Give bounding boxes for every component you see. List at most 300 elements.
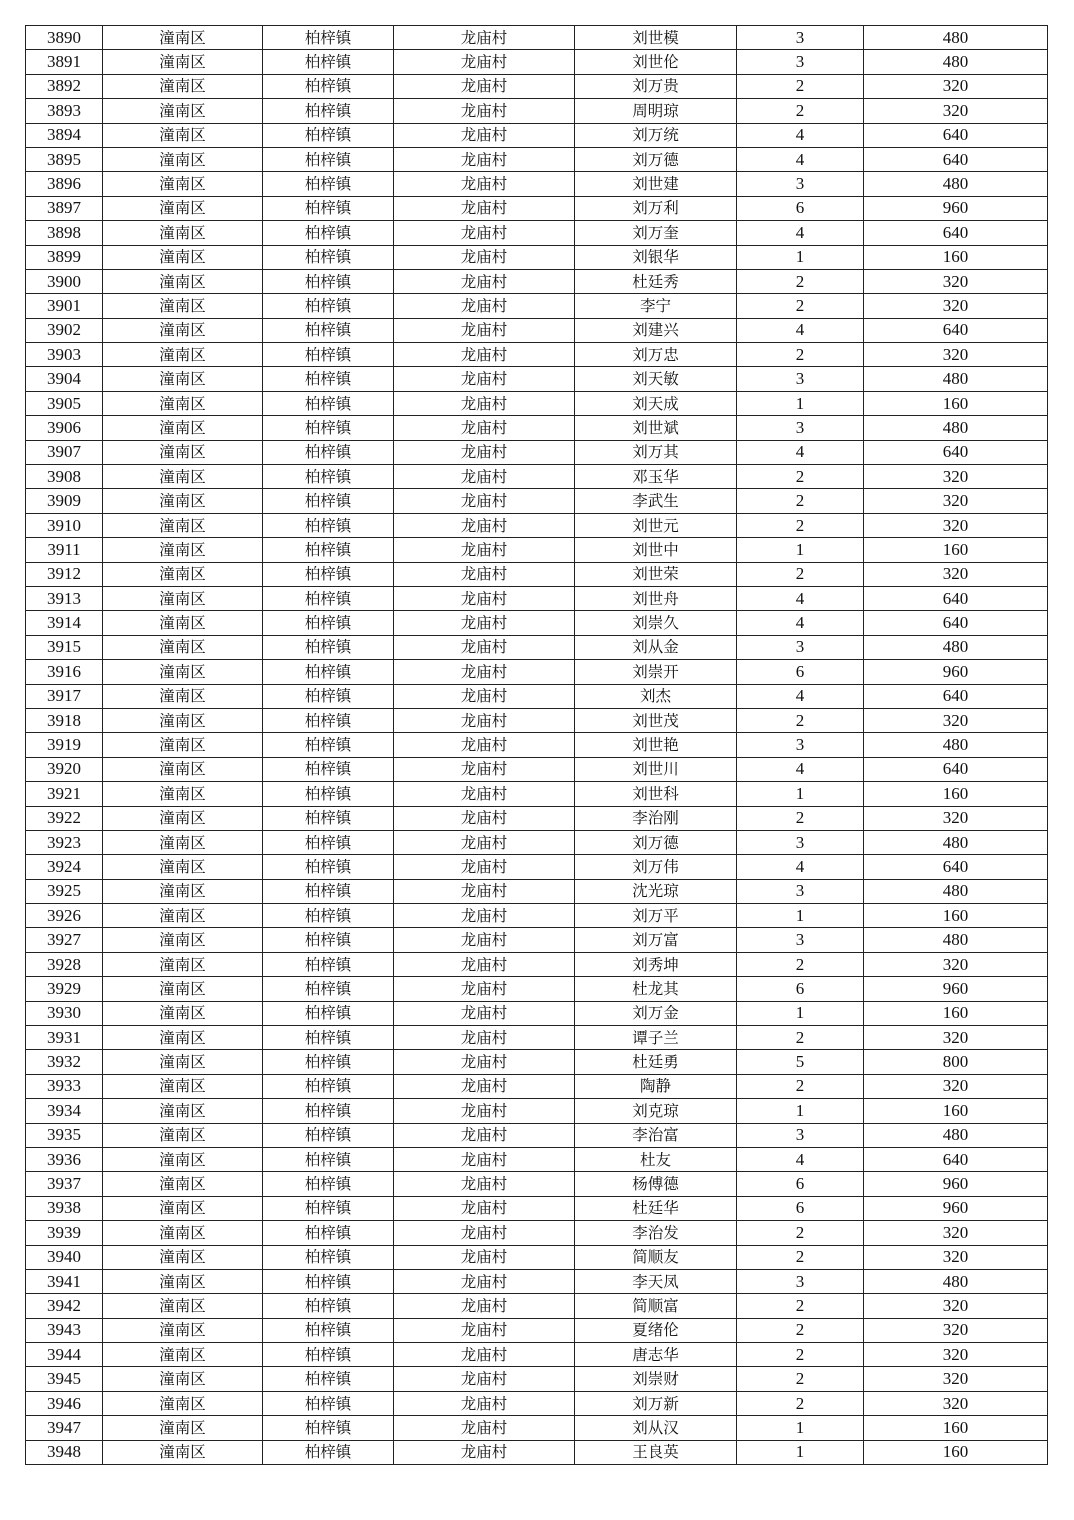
amount-cell: 160	[864, 1440, 1048, 1464]
table-row	[26, 221, 1048, 245]
village-cell: 龙庙村	[394, 660, 575, 684]
people-count-cell: 4	[737, 123, 864, 147]
row-number-cell: 3939	[26, 1221, 103, 1245]
amount-cell: 640	[864, 855, 1048, 879]
town-cell: 柏梓镇	[263, 269, 394, 293]
town-cell: 柏梓镇	[263, 221, 394, 245]
town-cell: 柏梓镇	[263, 635, 394, 659]
table-row	[26, 806, 1048, 830]
village-cell: 龙庙村	[394, 904, 575, 928]
village-cell: 龙庙村	[394, 1343, 575, 1367]
row-number-cell: 3943	[26, 1318, 103, 1342]
district-cell: 潼南区	[103, 1367, 263, 1391]
table-row	[26, 904, 1048, 928]
district-cell: 潼南区	[103, 196, 263, 220]
amount-cell: 320	[864, 1026, 1048, 1050]
town-cell: 柏梓镇	[263, 294, 394, 318]
row-number-cell: 3905	[26, 391, 103, 415]
name-cell: 刘崇财	[575, 1367, 737, 1391]
amount-cell: 320	[864, 99, 1048, 123]
row-number-cell: 3918	[26, 708, 103, 732]
village-cell: 龙庙村	[394, 1147, 575, 1171]
table-row	[26, 757, 1048, 781]
row-number-cell: 3912	[26, 562, 103, 586]
name-cell: 刘世中	[575, 538, 737, 562]
table-row	[26, 74, 1048, 98]
people-count-cell: 2	[737, 1343, 864, 1367]
people-count-cell: 1	[737, 1416, 864, 1440]
district-cell: 潼南区	[103, 757, 263, 781]
district-cell: 潼南区	[103, 172, 263, 196]
amount-cell: 640	[864, 221, 1048, 245]
district-cell: 潼南区	[103, 562, 263, 586]
table-row	[26, 733, 1048, 757]
row-number-cell: 3907	[26, 440, 103, 464]
town-cell: 柏梓镇	[263, 147, 394, 171]
people-count-cell: 2	[737, 1245, 864, 1269]
people-count-cell: 2	[737, 465, 864, 489]
town-cell: 柏梓镇	[263, 343, 394, 367]
town-cell: 柏梓镇	[263, 99, 394, 123]
town-cell: 柏梓镇	[263, 1440, 394, 1464]
amount-cell: 480	[864, 26, 1048, 50]
district-cell: 潼南区	[103, 782, 263, 806]
district-cell: 潼南区	[103, 611, 263, 635]
name-cell: 刘天成	[575, 391, 737, 415]
district-cell: 潼南区	[103, 489, 263, 513]
name-cell: 刘万其	[575, 440, 737, 464]
town-cell: 柏梓镇	[263, 1294, 394, 1318]
name-cell: 刘万伟	[575, 855, 737, 879]
people-count-cell: 4	[737, 855, 864, 879]
people-count-cell: 1	[737, 1440, 864, 1464]
name-cell: 刘万平	[575, 904, 737, 928]
row-number-cell: 3923	[26, 830, 103, 854]
table-row	[26, 1269, 1048, 1293]
amount-cell: 480	[864, 50, 1048, 74]
amount-cell: 640	[864, 440, 1048, 464]
name-cell: 杜廷秀	[575, 269, 737, 293]
village-cell: 龙庙村	[394, 977, 575, 1001]
table-row	[26, 50, 1048, 74]
row-number-cell: 3936	[26, 1147, 103, 1171]
people-count-cell: 4	[737, 147, 864, 171]
district-cell: 潼南区	[103, 977, 263, 1001]
amount-cell: 320	[864, 1245, 1048, 1269]
table-row	[26, 538, 1048, 562]
name-cell: 李宁	[575, 294, 737, 318]
table-row	[26, 1343, 1048, 1367]
district-cell: 潼南区	[103, 1099, 263, 1123]
village-cell: 龙庙村	[394, 1221, 575, 1245]
people-count-cell: 1	[737, 782, 864, 806]
village-cell: 龙庙村	[394, 416, 575, 440]
name-cell: 邓玉华	[575, 465, 737, 489]
amount-cell: 320	[864, 708, 1048, 732]
district-cell: 潼南区	[103, 294, 263, 318]
people-count-cell: 2	[737, 708, 864, 732]
district-cell: 潼南区	[103, 1343, 263, 1367]
village-cell: 龙庙村	[394, 1367, 575, 1391]
people-count-cell: 2	[737, 269, 864, 293]
amount-cell: 480	[864, 172, 1048, 196]
town-cell: 柏梓镇	[263, 586, 394, 610]
table-row	[26, 465, 1048, 489]
district-cell: 潼南区	[103, 1245, 263, 1269]
district-cell: 潼南区	[103, 635, 263, 659]
name-cell: 李治发	[575, 1221, 737, 1245]
town-cell: 柏梓镇	[263, 1391, 394, 1415]
district-cell: 潼南区	[103, 1050, 263, 1074]
people-count-cell: 2	[737, 1026, 864, 1050]
table-row	[26, 26, 1048, 50]
people-count-cell: 1	[737, 538, 864, 562]
people-count-cell: 1	[737, 904, 864, 928]
town-cell: 柏梓镇	[263, 1269, 394, 1293]
town-cell: 柏梓镇	[263, 879, 394, 903]
people-count-cell: 2	[737, 1318, 864, 1342]
town-cell: 柏梓镇	[263, 806, 394, 830]
village-cell: 龙庙村	[394, 74, 575, 98]
people-count-cell: 3	[737, 733, 864, 757]
amount-cell: 320	[864, 952, 1048, 976]
village-cell: 龙庙村	[394, 1391, 575, 1415]
village-cell: 龙庙村	[394, 1196, 575, 1220]
amount-cell: 480	[864, 1269, 1048, 1293]
town-cell: 柏梓镇	[263, 1050, 394, 1074]
town-cell: 柏梓镇	[263, 489, 394, 513]
town-cell: 柏梓镇	[263, 1245, 394, 1269]
people-count-cell: 2	[737, 1391, 864, 1415]
village-cell: 龙庙村	[394, 1269, 575, 1293]
amount-cell: 800	[864, 1050, 1048, 1074]
table-row	[26, 1416, 1048, 1440]
district-cell: 潼南区	[103, 50, 263, 74]
district-cell: 潼南区	[103, 928, 263, 952]
name-cell: 刘万德	[575, 830, 737, 854]
row-number-cell: 3941	[26, 1269, 103, 1293]
row-number-cell: 3911	[26, 538, 103, 562]
amount-cell: 480	[864, 733, 1048, 757]
village-cell: 龙庙村	[394, 1123, 575, 1147]
table-row	[26, 1123, 1048, 1147]
village-cell: 龙庙村	[394, 99, 575, 123]
table-row	[26, 684, 1048, 708]
village-cell: 龙庙村	[394, 1050, 575, 1074]
table-row	[26, 294, 1048, 318]
row-number-cell: 3916	[26, 660, 103, 684]
row-number-cell: 3910	[26, 513, 103, 537]
row-number-cell: 3946	[26, 1391, 103, 1415]
village-cell: 龙庙村	[394, 635, 575, 659]
row-number-cell: 3940	[26, 1245, 103, 1269]
table-row	[26, 928, 1048, 952]
amount-cell: 640	[864, 586, 1048, 610]
name-cell: 刘世斌	[575, 416, 737, 440]
district-cell: 潼南区	[103, 1026, 263, 1050]
people-count-cell: 4	[737, 221, 864, 245]
village-cell: 龙庙村	[394, 513, 575, 537]
amount-cell: 160	[864, 1001, 1048, 1025]
district-cell: 潼南区	[103, 1221, 263, 1245]
town-cell: 柏梓镇	[263, 1001, 394, 1025]
village-cell: 龙庙村	[394, 1074, 575, 1098]
district-cell: 潼南区	[103, 1147, 263, 1171]
people-count-cell: 1	[737, 245, 864, 269]
name-cell: 刘万利	[575, 196, 737, 220]
table-row	[26, 196, 1048, 220]
name-cell: 刘克琼	[575, 1099, 737, 1123]
table-row	[26, 660, 1048, 684]
people-count-cell: 1	[737, 391, 864, 415]
row-number-cell: 3896	[26, 172, 103, 196]
name-cell: 周明琼	[575, 99, 737, 123]
people-count-cell: 1	[737, 1099, 864, 1123]
amount-cell: 160	[864, 391, 1048, 415]
district-cell: 潼南区	[103, 1269, 263, 1293]
village-cell: 龙庙村	[394, 294, 575, 318]
amount-cell: 320	[864, 1343, 1048, 1367]
district-cell: 潼南区	[103, 586, 263, 610]
amount-cell: 960	[864, 196, 1048, 220]
name-cell: 刘万富	[575, 928, 737, 952]
table-row	[26, 1026, 1048, 1050]
village-cell: 龙庙村	[394, 196, 575, 220]
village-cell: 龙庙村	[394, 806, 575, 830]
table-row	[26, 269, 1048, 293]
name-cell: 简顺富	[575, 1294, 737, 1318]
table-row	[26, 1147, 1048, 1171]
table-row	[26, 489, 1048, 513]
town-cell: 柏梓镇	[263, 1196, 394, 1220]
amount-cell: 480	[864, 635, 1048, 659]
town-cell: 柏梓镇	[263, 977, 394, 1001]
amount-cell: 960	[864, 660, 1048, 684]
row-number-cell: 3892	[26, 74, 103, 98]
amount-cell: 320	[864, 343, 1048, 367]
table-row	[26, 147, 1048, 171]
table-row	[26, 391, 1048, 415]
amount-cell: 480	[864, 879, 1048, 903]
name-cell: 刘世建	[575, 172, 737, 196]
district-cell: 潼南区	[103, 99, 263, 123]
people-count-cell: 2	[737, 74, 864, 98]
people-count-cell: 2	[737, 489, 864, 513]
people-count-cell: 3	[737, 928, 864, 952]
table-row	[26, 1318, 1048, 1342]
row-number-cell: 3925	[26, 879, 103, 903]
people-count-cell: 4	[737, 757, 864, 781]
row-number-cell: 3930	[26, 1001, 103, 1025]
district-cell: 潼南区	[103, 1440, 263, 1464]
district-cell: 潼南区	[103, 904, 263, 928]
people-count-cell: 6	[737, 1196, 864, 1220]
town-cell: 柏梓镇	[263, 1343, 394, 1367]
name-cell: 李治富	[575, 1123, 737, 1147]
district-cell: 潼南区	[103, 1001, 263, 1025]
name-cell: 夏绪伦	[575, 1318, 737, 1342]
district-cell: 潼南区	[103, 1123, 263, 1147]
row-number-cell: 3927	[26, 928, 103, 952]
name-cell: 杜廷华	[575, 1196, 737, 1220]
village-cell: 龙庙村	[394, 1001, 575, 1025]
row-number-cell: 3893	[26, 99, 103, 123]
district-cell: 潼南区	[103, 879, 263, 903]
town-cell: 柏梓镇	[263, 172, 394, 196]
village-cell: 龙庙村	[394, 1318, 575, 1342]
name-cell: 王良英	[575, 1440, 737, 1464]
town-cell: 柏梓镇	[263, 74, 394, 98]
village-cell: 龙庙村	[394, 1294, 575, 1318]
row-number-cell: 3929	[26, 977, 103, 1001]
row-number-cell: 3897	[26, 196, 103, 220]
district-cell: 潼南区	[103, 1318, 263, 1342]
table-row	[26, 1099, 1048, 1123]
people-count-cell: 2	[737, 1367, 864, 1391]
town-cell: 柏梓镇	[263, 660, 394, 684]
row-number-cell: 3898	[26, 221, 103, 245]
village-cell: 龙庙村	[394, 465, 575, 489]
name-cell: 杜廷勇	[575, 1050, 737, 1074]
name-cell: 刘万忠	[575, 343, 737, 367]
name-cell: 刘世科	[575, 782, 737, 806]
row-number-cell: 3914	[26, 611, 103, 635]
people-count-cell: 3	[737, 367, 864, 391]
people-count-cell: 2	[737, 343, 864, 367]
subsidy-table	[25, 25, 1048, 1465]
village-cell: 龙庙村	[394, 879, 575, 903]
people-count-cell: 4	[737, 586, 864, 610]
town-cell: 柏梓镇	[263, 440, 394, 464]
amount-cell: 320	[864, 465, 1048, 489]
amount-cell: 480	[864, 830, 1048, 854]
row-number-cell: 3906	[26, 416, 103, 440]
people-count-cell: 3	[737, 1269, 864, 1293]
people-count-cell: 3	[737, 50, 864, 74]
town-cell: 柏梓镇	[263, 1221, 394, 1245]
amount-cell: 640	[864, 684, 1048, 708]
amount-cell: 640	[864, 147, 1048, 171]
name-cell: 唐志华	[575, 1343, 737, 1367]
district-cell: 潼南区	[103, 708, 263, 732]
row-number-cell: 3890	[26, 26, 103, 50]
village-cell: 龙庙村	[394, 147, 575, 171]
district-cell: 潼南区	[103, 269, 263, 293]
village-cell: 龙庙村	[394, 538, 575, 562]
people-count-cell: 3	[737, 172, 864, 196]
table-row	[26, 440, 1048, 464]
village-cell: 龙庙村	[394, 440, 575, 464]
row-number-cell: 3924	[26, 855, 103, 879]
village-cell: 龙庙村	[394, 1416, 575, 1440]
town-cell: 柏梓镇	[263, 855, 394, 879]
row-number-cell: 3899	[26, 245, 103, 269]
town-cell: 柏梓镇	[263, 1074, 394, 1098]
town-cell: 柏梓镇	[263, 904, 394, 928]
district-cell: 潼南区	[103, 1416, 263, 1440]
people-count-cell: 3	[737, 879, 864, 903]
district-cell: 潼南区	[103, 513, 263, 537]
table-row	[26, 416, 1048, 440]
town-cell: 柏梓镇	[263, 318, 394, 342]
amount-cell: 320	[864, 806, 1048, 830]
amount-cell: 320	[864, 1367, 1048, 1391]
name-cell: 刘崇久	[575, 611, 737, 635]
table-row	[26, 1440, 1048, 1464]
row-number-cell: 3926	[26, 904, 103, 928]
table-row	[26, 245, 1048, 269]
table-row	[26, 513, 1048, 537]
district-cell: 潼南区	[103, 221, 263, 245]
village-cell: 龙庙村	[394, 343, 575, 367]
name-cell: 刘建兴	[575, 318, 737, 342]
table-row	[26, 562, 1048, 586]
table-row	[26, 879, 1048, 903]
name-cell: 刘世茂	[575, 708, 737, 732]
town-cell: 柏梓镇	[263, 684, 394, 708]
amount-cell: 640	[864, 123, 1048, 147]
amount-cell: 480	[864, 1123, 1048, 1147]
village-cell: 龙庙村	[394, 757, 575, 781]
town-cell: 柏梓镇	[263, 50, 394, 74]
amount-cell: 320	[864, 1391, 1048, 1415]
table-row	[26, 952, 1048, 976]
row-number-cell: 3902	[26, 318, 103, 342]
district-cell: 潼南区	[103, 733, 263, 757]
town-cell: 柏梓镇	[263, 1367, 394, 1391]
amount-cell: 480	[864, 367, 1048, 391]
town-cell: 柏梓镇	[263, 782, 394, 806]
village-cell: 龙庙村	[394, 1026, 575, 1050]
town-cell: 柏梓镇	[263, 1416, 394, 1440]
town-cell: 柏梓镇	[263, 611, 394, 635]
name-cell: 刘世荣	[575, 562, 737, 586]
village-cell: 龙庙村	[394, 928, 575, 952]
village-cell: 龙庙村	[394, 221, 575, 245]
table-row	[26, 611, 1048, 635]
name-cell: 刘天敏	[575, 367, 737, 391]
row-number-cell: 3922	[26, 806, 103, 830]
district-cell: 潼南区	[103, 1196, 263, 1220]
people-count-cell: 2	[737, 1221, 864, 1245]
people-count-cell: 1	[737, 1001, 864, 1025]
name-cell: 杜龙其	[575, 977, 737, 1001]
table-body	[26, 26, 1048, 1465]
name-cell: 李天凤	[575, 1269, 737, 1293]
town-cell: 柏梓镇	[263, 245, 394, 269]
people-count-cell: 6	[737, 196, 864, 220]
amount-cell: 640	[864, 757, 1048, 781]
district-cell: 潼南区	[103, 830, 263, 854]
village-cell: 龙庙村	[394, 586, 575, 610]
name-cell: 刘银华	[575, 245, 737, 269]
district-cell: 潼南区	[103, 1294, 263, 1318]
table-row	[26, 1294, 1048, 1318]
amount-cell: 320	[864, 489, 1048, 513]
table-row	[26, 1050, 1048, 1074]
amount-cell: 160	[864, 1099, 1048, 1123]
town-cell: 柏梓镇	[263, 708, 394, 732]
row-number-cell: 3934	[26, 1099, 103, 1123]
name-cell: 刘万统	[575, 123, 737, 147]
amount-cell: 480	[864, 416, 1048, 440]
row-number-cell: 3937	[26, 1172, 103, 1196]
table-row	[26, 708, 1048, 732]
row-number-cell: 3894	[26, 123, 103, 147]
people-count-cell: 3	[737, 635, 864, 659]
village-cell: 龙庙村	[394, 318, 575, 342]
row-number-cell: 3921	[26, 782, 103, 806]
